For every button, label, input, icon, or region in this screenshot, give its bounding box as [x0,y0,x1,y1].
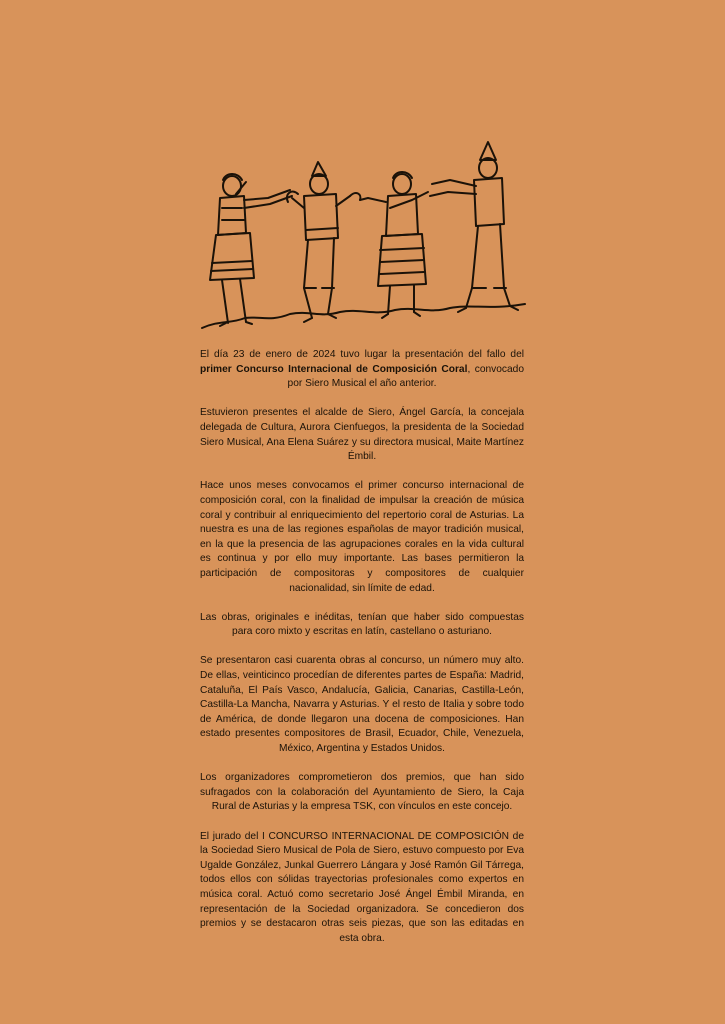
paragraph-contest-purpose: Hace unos meses convocamos el primer concurso internacional de composición coral, con la finalidad de impulsar la creación de música coral y contribuir al enriquecimiento del repertorio coral de Asturias. La nuestra es una de las regiones españolas de mayor tradición musical, en la que la presencia de las agrupaciones corales en la vida cultural es continua y por ello muy importante. Las bases permitieron la participación de compositoras y compositores de cualquier nacionalidad, sin límite de edad. [200,480,524,594]
paragraph-intro-bold: primer Concurso Internacional de Composición Coral [200,363,468,375]
dancer-man-right [430,142,518,312]
dancer-woman-left [210,174,292,326]
paragraph-prizes: Los organizadores comprometieron dos premios, que han sido sufragados con la colaboración del Ayuntamiento de Siero, la Caja Rural de Asturias y la empresa TSK, con vínculos en este concejo. [200,772,524,813]
dancing-folk-figures-drawing [200,138,528,332]
article-text [200,348,524,961]
paragraph-intro-text: El día 23 de enero de 2024 tuvo lugar la presentación del fallo del [200,349,524,360]
paragraph-intro-tail: , convocado por Siero Musical el año anterior. [287,363,525,390]
paragraph-intro [200,348,524,392]
paragraph-submissions: Se presentaron casi cuarenta obras al concurso, un número muy alto. De ellas, veinticinco procedían de diferentes partes de España: Madrid, Cataluña, El País Vasco, Andalucía, Galicia, Canarias, Castilla-León, Castilla-La Mancha, Navarra y Asturias. Y el resto de Italia y sobre todo de América, de donde llegaron una docena de composiciones. Han estado presentes compositores de Brasil, Ecuador, Chile, Venezuela, México, Argentina y Estados Unidos. [200,655,524,755]
paragraph-jury: El jurado del I CONCURSO INTERNACIONAL DE COMPOSICIÓN de la Sociedad Siero Musical de Pola de Siero, estuvo compuesto por Eva Ugalde González, Junkal Guerrero Lángara y José Ramón Gil Tárrega, todos ellos con sólidas trayectorias profesionales como expertos en música coral. Actuó como secretario José Ángel Émbil Miranda, en representación de la Sociedad organizadora. Se concedieron dos premios y se destacaron otras seis piezas, que son las editadas en esta obra. [200,830,524,944]
paragraph-requirements: Las obras, originales e inéditas, tenían que haber sido compuestas para coro mixto y escritas en latín, castellano o asturiano. [200,611,524,638]
dancer-man-center-left [287,162,360,322]
dancing-figures-illustration [200,138,528,332]
paragraph-attendees: Estuvieron presentes el alcalde de Siero, Ángel García, la concejala delegada de Cultura, Aurora Cienfuegos, la presidenta de la Sociedad Siero Musical, Ana Elena Suárez y su directora musical, Maite Martínez Émbil. [200,407,524,463]
dancer-woman-center-right [360,172,428,318]
